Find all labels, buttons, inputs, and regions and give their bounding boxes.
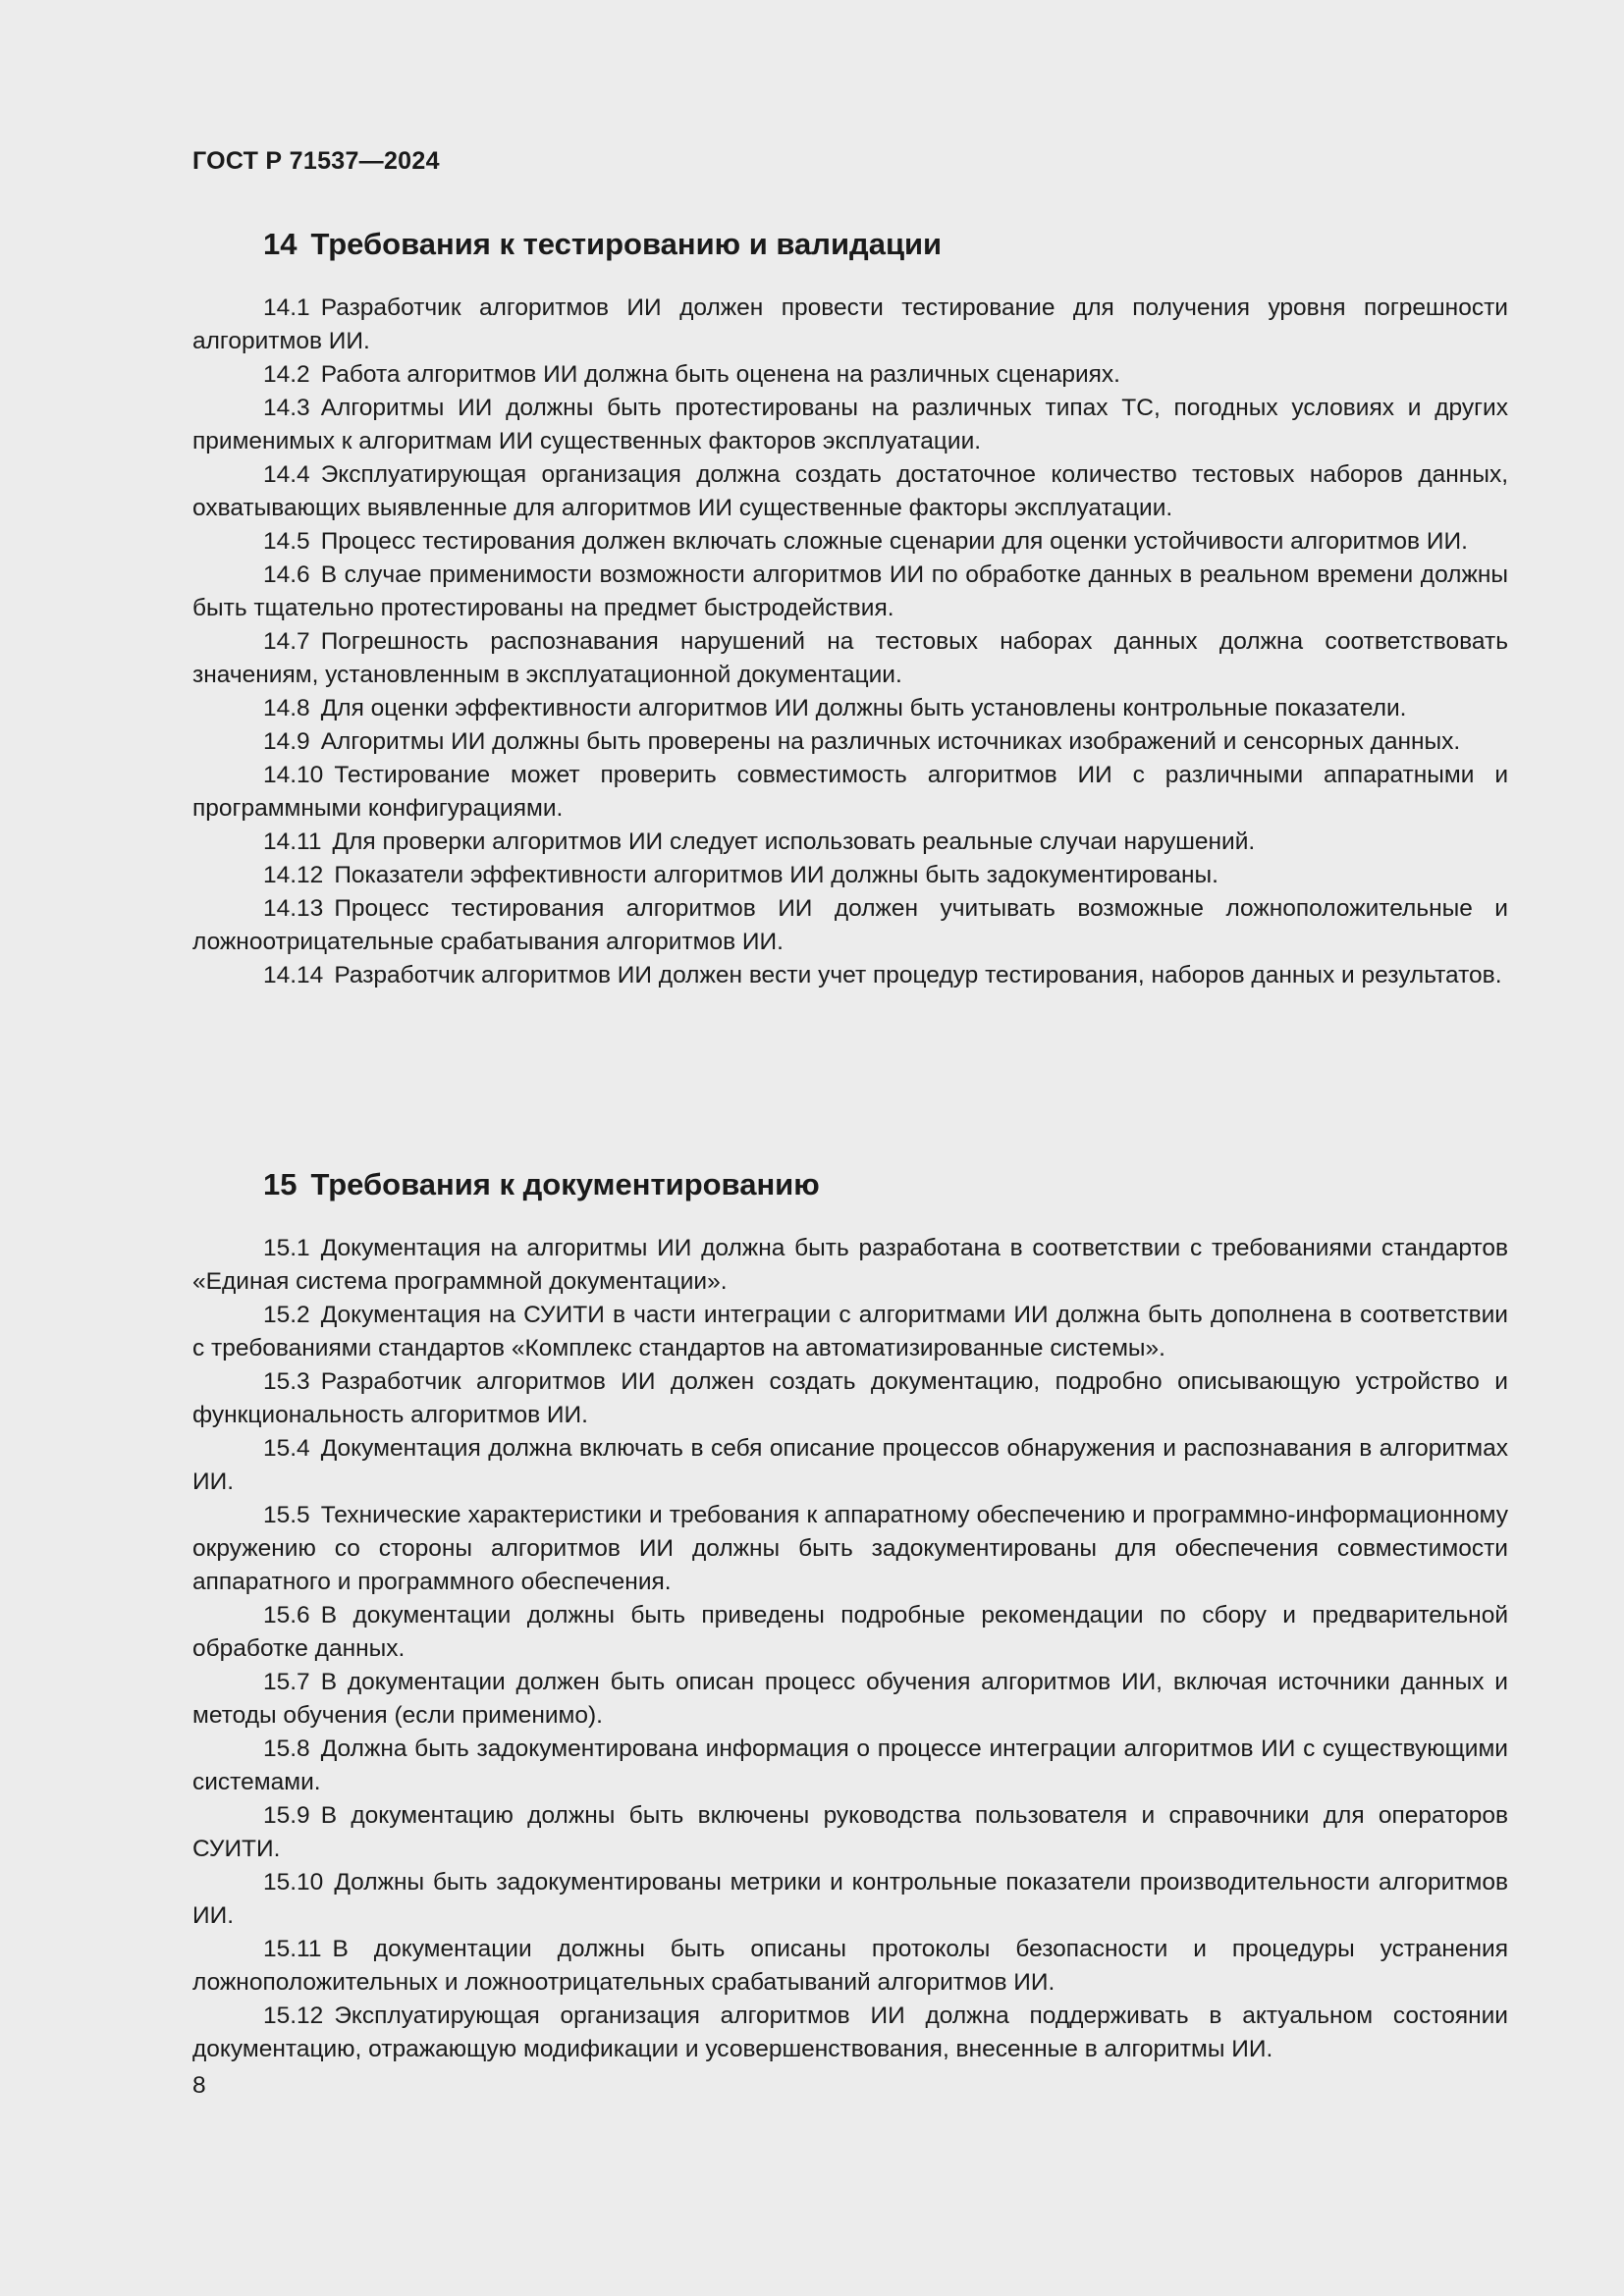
- paragraph-text: Разработчик алгоритмов ИИ должен провести тестирование для получения уровня погрешности алгоритмов ИИ.: [192, 294, 1508, 354]
- paragraph-text: Документация должна включать в себя описание процессов обнаружения и распознавания в алгоритмах ИИ.: [192, 1435, 1508, 1495]
- paragraph-number: 14.14: [263, 962, 324, 988]
- paragraph-number: 14.5: [263, 528, 310, 555]
- paragraph-number: 15.3: [263, 1368, 310, 1395]
- paragraph-item: [192, 292, 1508, 358]
- document-code: ГОСТ Р 71537—2024: [192, 147, 440, 175]
- paragraph-number: 14.11: [263, 828, 322, 855]
- paragraph-item: [192, 1432, 1508, 1499]
- paragraph-text: Процесс тестирования алгоритмов ИИ должен учитывать возможные ложноположительные и ложноотрицательные срабатывания алгоритмов ИИ.: [192, 895, 1508, 955]
- paragraph-number: 14.3: [263, 395, 310, 421]
- paragraph-text: Работа алгоритмов ИИ должна быть оценена на различных сценариях.: [320, 361, 1120, 388]
- paragraph-item: [192, 1666, 1508, 1733]
- paragraph-text: Процесс тестирования должен включать сложные сценарии для оценки устойчивости алгоритмов ИИ.: [320, 528, 1468, 555]
- paragraph-item: [192, 458, 1508, 525]
- paragraph-item: [192, 2000, 1508, 2066]
- section-items: [192, 292, 1508, 992]
- paragraph-item: [192, 892, 1508, 959]
- section-title-text: Требования к документированию: [310, 1167, 820, 1201]
- section-title-text: Требования к тестированию и валидации: [310, 227, 943, 261]
- paragraph-number: 14.4: [263, 461, 310, 488]
- paragraph-number: 15.11: [263, 1936, 322, 1962]
- paragraph-text: Документация на алгоритмы ИИ должна быть разработана в соответствии с требованиями стандартов «Единая система программной документации».: [192, 1235, 1508, 1295]
- paragraph-item: [192, 826, 1508, 859]
- paragraph-item: [192, 1599, 1508, 1666]
- paragraph-item: [192, 1866, 1508, 1933]
- paragraph-item: [192, 625, 1508, 692]
- page-number: 8: [192, 2072, 206, 2099]
- paragraph-item: [192, 692, 1508, 725]
- paragraph-text: Разработчик алгоритмов ИИ должен создать документацию, подробно описывающую устройство и функциональность алгоритмов ИИ.: [192, 1368, 1508, 1428]
- paragraph-text: Должна быть задокументирована информация о процессе интеграции алгоритмов ИИ с существующими системами.: [192, 1735, 1508, 1795]
- paragraph-text: Эксплуатирующая организация должна создать достаточное количество тестовых наборов данных, охватывающих выявленные для алгоритмов ИИ существенные факторы эксплуатации.: [192, 461, 1508, 521]
- paragraph-number: 14.13: [263, 895, 324, 922]
- paragraph-text: В документацию должны быть включены руководства пользователя и справочники для операторов СУИТИ.: [192, 1802, 1508, 1862]
- paragraph-item: [192, 1499, 1508, 1599]
- paragraph-number: 14.2: [263, 361, 310, 388]
- paragraph-text: Алгоритмы ИИ должны быть протестированы на различных типах ТС, погодных условиях и других применимых к алгоритмам ИИ существенных факторов эксплуатации.: [192, 395, 1508, 454]
- paragraph-text: Эксплуатирующая организация алгоритмов ИИ должна поддерживать в актуальном состоянии документацию, отражающую модификации и усовершенствования, внесенные в алгоритмы ИИ.: [192, 2002, 1508, 2062]
- paragraph-text: Должны быть задокументированы метрики и контрольные показатели производительности алгоритмов ИИ.: [192, 1869, 1508, 1929]
- paragraph-text: Погрешность распознавания нарушений на тестовых наборах данных должна соответствовать значениям, установленным в эксплуатационной документации.: [192, 628, 1508, 688]
- section-number: 15: [263, 1167, 298, 1201]
- paragraph-item: [192, 1733, 1508, 1799]
- section-14: [192, 225, 1508, 992]
- paragraph-text: Для оценки эффективности алгоритмов ИИ должны быть установлены контрольные показатели.: [320, 695, 1407, 721]
- paragraph-text: Документация на СУИТИ в части интеграции с алгоритмами ИИ должна быть дополнена в соответствии с требованиями стандартов «Комплекс стандартов на автоматизированные системы».: [192, 1302, 1508, 1362]
- paragraph-text: Для проверки алгоритмов ИИ следует использовать реальные случаи нарушений.: [332, 828, 1256, 855]
- paragraph-item: [192, 1299, 1508, 1365]
- paragraph-text: Показатели эффективности алгоритмов ИИ должны быть задокументированы.: [334, 862, 1218, 888]
- paragraph-item: [192, 725, 1508, 759]
- section-title: [192, 1165, 1508, 1204]
- paragraph-item: [192, 859, 1508, 892]
- paragraph-number: 15.9: [263, 1802, 310, 1829]
- paragraph-text: Тестирование может проверить совместимость алгоритмов ИИ с различными аппаратными и программными конфигурациями.: [192, 762, 1508, 822]
- section-title: [192, 225, 1508, 264]
- paragraph-number: 14.10: [263, 762, 324, 788]
- paragraph-item: [192, 525, 1508, 559]
- paragraph-item: [192, 1799, 1508, 1866]
- paragraph-number: 15.6: [263, 1602, 310, 1629]
- paragraph-number: 14.8: [263, 695, 310, 721]
- paragraph-number: 15.10: [263, 1869, 324, 1896]
- paragraph-number: 15.2: [263, 1302, 310, 1328]
- paragraph-number: 14.12: [263, 862, 324, 888]
- paragraph-item: [192, 392, 1508, 458]
- paragraph-item: [192, 358, 1508, 392]
- paragraph-number: 14.1: [263, 294, 310, 321]
- paragraph-number: 15.7: [263, 1669, 310, 1695]
- paragraph-item: [192, 1933, 1508, 2000]
- paragraph-text: В случае применимости возможности алгоритмов ИИ по обработке данных в реальном времени должны быть тщательно протестированы на предмет быстродействия.: [192, 561, 1508, 621]
- paragraph-number: 15.1: [263, 1235, 310, 1261]
- paragraph-item: [192, 759, 1508, 826]
- paragraph-number: 15.12: [263, 2002, 324, 2029]
- paragraph-number: 15.8: [263, 1735, 310, 1762]
- paragraph-item: [192, 959, 1508, 992]
- paragraph-text: В документации должны быть описаны протоколы безопасности и процедуры устранения ложноположительных и ложноотрицательных срабатываний алгоритмов ИИ.: [192, 1936, 1508, 1996]
- paragraph-number: 14.6: [263, 561, 310, 588]
- paragraph-number: 15.5: [263, 1502, 310, 1528]
- paragraph-text: В документации должен быть описан процесс обучения алгоритмов ИИ, включая источники данных и методы обучения (если применимо).: [192, 1669, 1508, 1729]
- paragraph-item: [192, 1365, 1508, 1432]
- paragraph-number: 14.9: [263, 728, 310, 755]
- paragraph-text: В документации должны быть приведены подробные рекомендации по сбору и предварительной обработке данных.: [192, 1602, 1508, 1662]
- paragraph-text: Технические характеристики и требования к аппаратному обеспечению и программно-информационному окружению со стороны алгоритмов ИИ должны быть задокументированы для обеспечения совместимости аппаратного и программного обеспечения.: [192, 1502, 1508, 1595]
- paragraph-text: Разработчик алгоритмов ИИ должен вести учет процедур тестирования, наборов данных и результатов.: [334, 962, 1502, 988]
- paragraph-number: 14.7: [263, 628, 310, 655]
- paragraph-item: [192, 1232, 1508, 1299]
- paragraph-number: 15.4: [263, 1435, 310, 1462]
- section-number: 14: [263, 227, 298, 261]
- section-items: [192, 1232, 1508, 2066]
- paragraph-item: [192, 559, 1508, 625]
- section-15: [192, 1165, 1508, 2066]
- paragraph-text: Алгоритмы ИИ должны быть проверены на различных источниках изображений и сенсорных данных.: [320, 728, 1461, 755]
